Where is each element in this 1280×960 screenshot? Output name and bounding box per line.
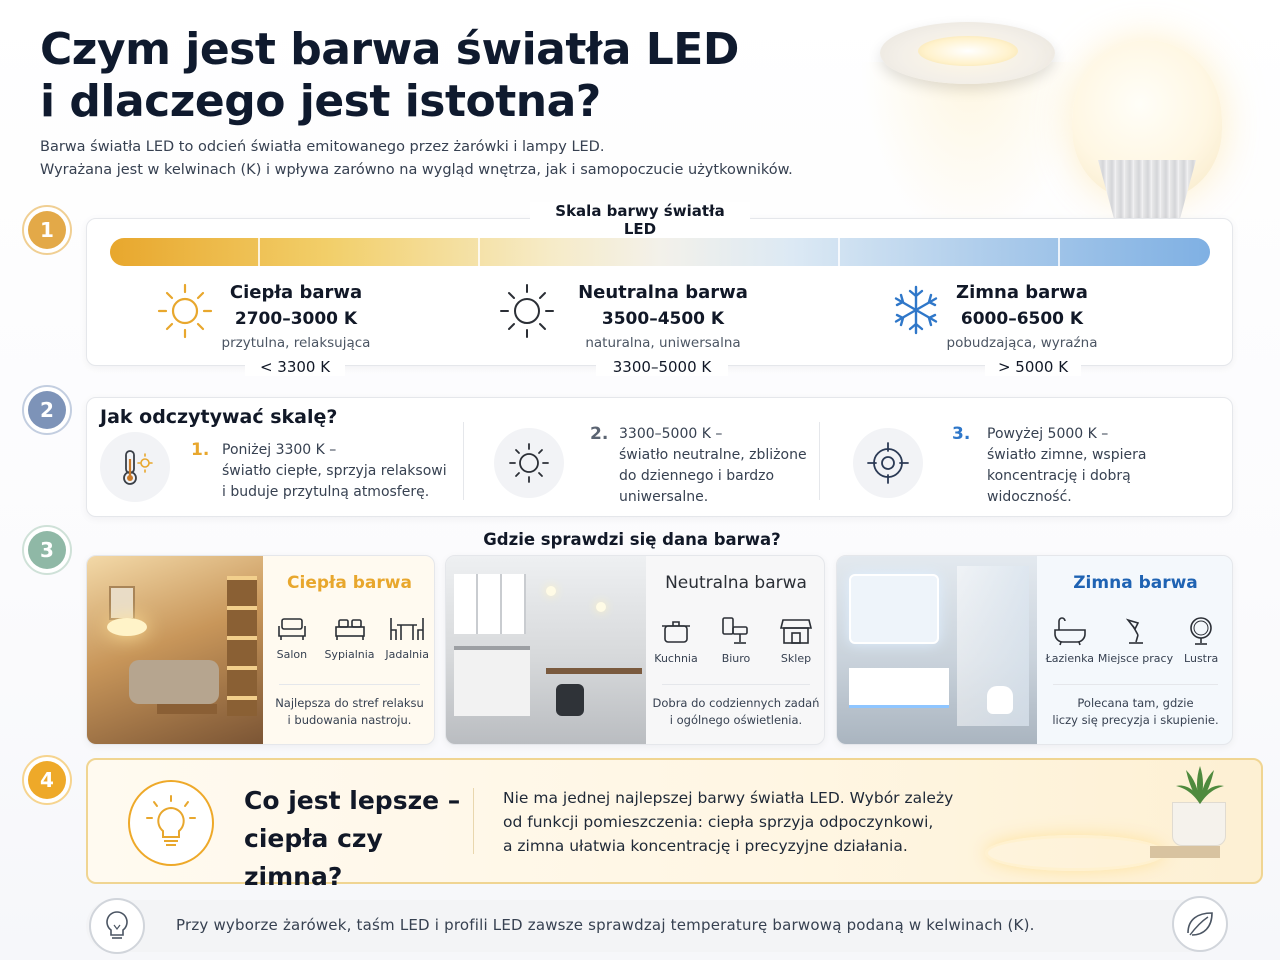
dining-icon (388, 614, 426, 642)
divider (819, 422, 820, 500)
usage-card-neutral-icons (646, 616, 825, 665)
divider (463, 422, 464, 500)
room-label: Sypialnia (324, 648, 375, 661)
coffee-table (157, 704, 217, 714)
ceiling-lamp-light (918, 36, 1018, 66)
usage-card-cold-icons (1037, 616, 1233, 665)
reading-3-line: światło zimne, wspiera (987, 447, 1147, 463)
room-label: Salon (276, 648, 308, 661)
usage-title: Gdzie sprawdzi się dana barwa? (483, 530, 781, 549)
reading-icon-1 (100, 432, 170, 502)
reading-num-2: 2. (590, 424, 609, 444)
room-icon-kuchnia (646, 616, 706, 665)
step-4-number: 4 (28, 761, 66, 799)
better-question-line: Co jest lepsze – (244, 786, 461, 815)
office-chair (556, 684, 584, 716)
better-question (244, 782, 474, 896)
bed-icon (333, 614, 367, 642)
sofa-icon (275, 614, 309, 642)
bathtub-icon (1052, 616, 1088, 646)
usage-card-warm-icons (263, 614, 435, 661)
title-line-1: Czym jest barwa światła LED (40, 24, 739, 75)
better-question-line: ciepła czy zimna? (244, 824, 383, 891)
tone-cold (932, 282, 1112, 351)
reading-num-1: 1. (191, 440, 210, 460)
page-title (40, 24, 800, 128)
living-room-photo (87, 556, 263, 745)
threshold-warm: < 3300 K (245, 358, 345, 376)
room-icon-lustra (1169, 616, 1233, 665)
better-answer-line: Nie ma jednej najlepszej barwy światła LED. Wybór zależy (503, 789, 954, 807)
tone-warm (206, 282, 386, 351)
usage-card-warm-text (263, 695, 435, 729)
wall-frame (109, 586, 135, 620)
usage-card-warm (86, 555, 435, 745)
tone-warm-desc: przytulna, relaksująca (221, 335, 371, 351)
scale-tick (838, 238, 840, 266)
lamp-glow (107, 618, 147, 636)
reading-2-line: 3300–5000 K – (619, 426, 723, 442)
reading-3-line: widoczność. (987, 489, 1072, 505)
shop-icon (779, 616, 813, 646)
room-icon-biuro (706, 616, 766, 665)
pendant-lamp (546, 586, 556, 596)
room-text-line: i budowania nastroju. (287, 713, 412, 727)
step-2-number: 2 (28, 391, 66, 429)
room-icon-sklep (766, 616, 825, 665)
room-icon-salon (263, 614, 321, 661)
tone-neutral-title: Neutralna barwa (578, 282, 748, 303)
room-label: Kuchnia (654, 652, 698, 665)
usage-card-cold-title: Zimna barwa (1073, 573, 1198, 593)
room-label: Jadalnia (385, 648, 429, 661)
bathroom-photo (837, 556, 1037, 745)
better-answer-line: od funkcji pomieszczenia: ciepła sprzyja odpoczynkowi, (503, 813, 934, 831)
room-icon-jadalnia (378, 614, 435, 661)
intro-text (40, 136, 860, 182)
usage-card-warm-title: Ciepła barwa (287, 573, 412, 593)
toilet (987, 686, 1013, 714)
kitchen-office-photo (446, 556, 646, 745)
reading-num-3: 3. (952, 424, 971, 444)
room-text-line: Najlepsza do stref relaksu (275, 696, 424, 710)
intro-line-1: Barwa światła LED to odcień światła emitowanego przez żarówki i lampy LED. (40, 139, 605, 155)
step-3-marker (22, 525, 72, 575)
room-label: Miejsce pracy (1097, 652, 1174, 665)
room-label: Lustra (1184, 652, 1219, 665)
bulb-idea-badge (128, 780, 214, 866)
reading-icon-3 (853, 428, 923, 498)
reading-2-line: uniwersalne. (619, 489, 709, 505)
vanity (849, 668, 949, 708)
tip-eco-badge (1172, 896, 1228, 952)
room-icon-sypialnia (321, 614, 379, 661)
scale-label: Skala barwy światła LED (530, 202, 750, 238)
reading-text-1 (222, 440, 452, 503)
room-label: Biuro (721, 652, 751, 665)
reading-1-line: i buduje przytulną atmosferę. (222, 484, 430, 500)
office-chair-icon (719, 616, 753, 646)
light-beam (860, 62, 1080, 242)
usage-card-neutral-text (646, 695, 825, 729)
room-text-line: Dobra do codziennych zadań (652, 696, 820, 710)
pendant-lamp (596, 602, 606, 612)
divider (473, 788, 474, 854)
reading-title: Jak odczytywać skalę? (100, 406, 338, 428)
threshold-neutral: 3300–5000 K (596, 358, 728, 376)
title-line-2: i dlaczego jest istotna? (40, 76, 601, 127)
lightbulb-outline-icon (102, 909, 132, 943)
better-answer-line: a zimna ułatwia koncentrację i precyzyjne działania. (503, 837, 908, 855)
reading-2-line: światło neutralne, zbliżone (619, 447, 807, 463)
pot-icon (659, 616, 693, 646)
tip-text: Przy wyborze żarówek, taśm LED i profili LED zawsze sprawdzaj temperaturę barwową podaną w kelwinach (K). (176, 916, 1035, 934)
color-temperature-bar (110, 238, 1210, 266)
reading-1-line: Poniżej 3300 K – (222, 442, 337, 458)
scale-tick (478, 238, 480, 266)
tone-cold-desc: pobudzająca, wyraźna (946, 335, 1098, 351)
reading-3-line: Powyżej 5000 K – (987, 426, 1109, 442)
thermometer-sun-icon (113, 445, 157, 489)
room-sep (1053, 684, 1218, 685)
desk-lamp-icon (1118, 616, 1152, 646)
tone-cold-range: 6000–6500 K (960, 309, 1084, 329)
reading-2-line: do dziennego i bardzo (619, 468, 775, 484)
usage-card-cold (836, 555, 1233, 745)
room-sep (662, 684, 810, 685)
led-strip-coil (985, 835, 1165, 871)
step-1-number: 1 (28, 211, 66, 249)
room-text-line: liczy się precyzja i skupienie. (1052, 713, 1219, 727)
tone-neutral-desc: naturalna, uniwersalna (585, 335, 741, 351)
room-label: Łazienka (1045, 652, 1095, 665)
cabinets (454, 574, 526, 634)
usage-card-neutral (445, 555, 825, 745)
tone-warm-title: Ciepła barwa (229, 282, 363, 303)
room-text-line: Polecana tam, gdzie (1077, 696, 1194, 710)
book-stack (1150, 846, 1220, 858)
room-icon-miejsce-pracy (1097, 616, 1174, 665)
target-icon (866, 441, 910, 485)
reading-text-2 (619, 424, 809, 508)
step-1-marker (22, 205, 72, 255)
room-text-line: i ogólnego oświetlenia. (669, 713, 803, 727)
reading-icon-2 (494, 428, 564, 498)
sun-icon (507, 441, 551, 485)
reading-text-3 (987, 424, 1187, 508)
threshold-cold: > 5000 K (985, 358, 1081, 376)
room-label: Sklep (780, 652, 812, 665)
desk (546, 668, 642, 674)
usage-card-neutral-title: Neutralna barwa (665, 573, 807, 593)
lit-mirror (849, 574, 939, 644)
tone-warm-range: 2700–3000 K (234, 309, 358, 329)
tip-bulb-badge (89, 898, 145, 954)
reading-3-line: koncentrację i dobrą (987, 468, 1131, 484)
step-3-number: 3 (28, 531, 66, 569)
plant-leaves (1172, 764, 1228, 806)
tone-cold-title: Zimna barwa (956, 282, 1088, 303)
tone-neutral (568, 282, 758, 351)
usage-card-cold-text (1037, 695, 1233, 729)
scale-tick (1058, 238, 1060, 266)
scale-tick (258, 238, 260, 266)
step-2-marker (22, 385, 72, 435)
sofa (129, 660, 219, 704)
tone-neutral-range: 3500–4500 K (601, 309, 725, 329)
plant-pot (1172, 802, 1226, 846)
reading-1-line: światło ciepłe, sprzyja relaksowi (222, 463, 447, 479)
sun-neutral-icon (498, 282, 556, 340)
counter (454, 646, 530, 716)
shelf (227, 576, 257, 716)
room-icon-lazienka (1038, 616, 1102, 665)
leaf-icon (1184, 909, 1216, 939)
room-sep (279, 684, 420, 685)
step-4-marker (22, 755, 72, 805)
intro-line-2: Wyrażana jest w kelwinach (K) i wpływa zarówno na wygląd wnętrza, jak i samopoczucie użytkowników. (40, 162, 793, 178)
lightbulb-icon (144, 794, 198, 852)
mirror-icon (1184, 616, 1218, 646)
better-answer (503, 786, 983, 858)
